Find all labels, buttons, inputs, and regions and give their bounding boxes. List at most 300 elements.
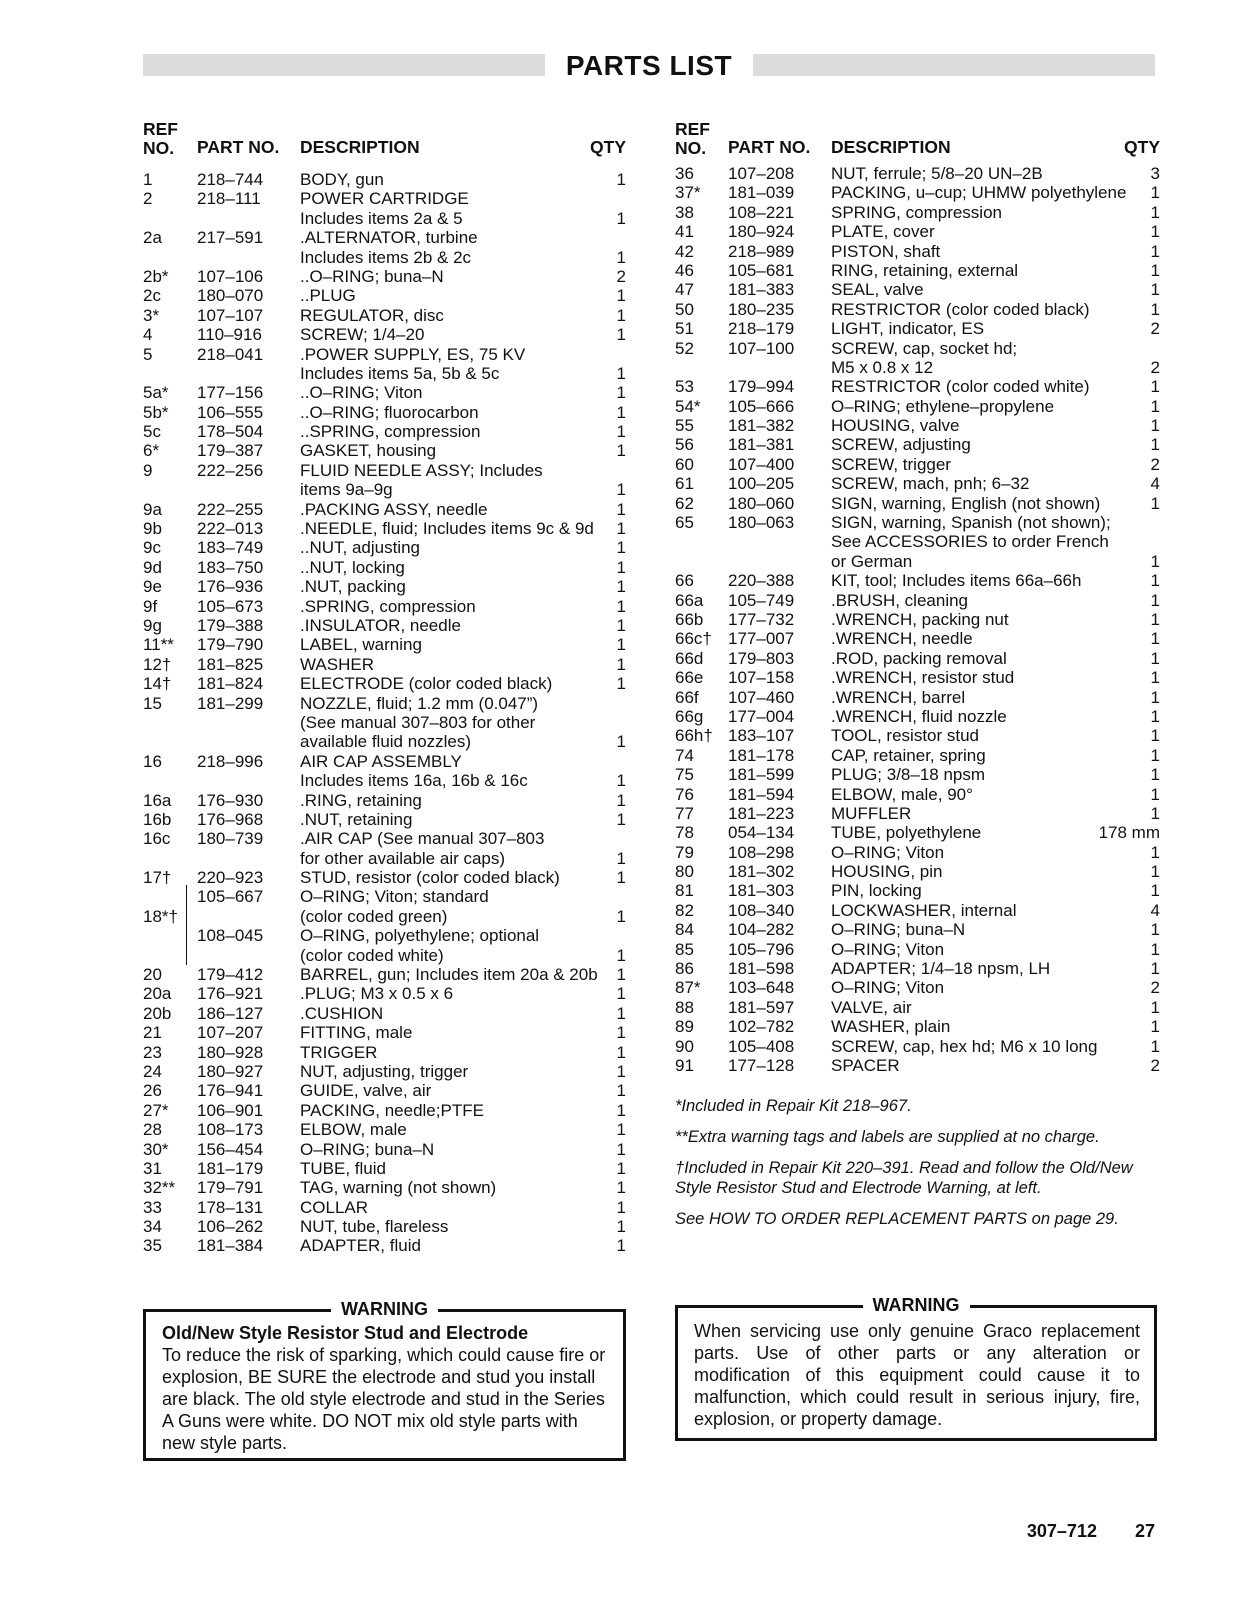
table-row <box>143 1236 626 1255</box>
description-cell: SPACER <box>831 1055 900 1075</box>
part-number-cell: 220–388 <box>728 571 795 591</box>
header-desc: DESCRIPTION <box>831 137 951 157</box>
ref-cell: 17† <box>143 868 172 888</box>
part-number-cell: 177–004 <box>728 706 795 726</box>
qty-cell: 1 <box>616 1100 626 1120</box>
qty-cell: 1 <box>616 965 626 985</box>
table-row <box>143 325 626 344</box>
table-row <box>675 688 1160 707</box>
warning-heading: Old/New Style Resistor Stud and Electrode <box>162 1323 529 1343</box>
table-row <box>675 571 1160 590</box>
ref-cell: 66e <box>675 668 704 688</box>
qty-cell: 1 <box>1150 280 1160 300</box>
qty-cell: 1 <box>1150 881 1160 901</box>
ref-cell: 66a <box>675 590 704 610</box>
footnote: See HOW TO ORDER REPLACEMENT PARTS on page 29. <box>675 1210 1119 1228</box>
description-cell: O–RING; buna–N <box>300 1139 435 1159</box>
part-number-cell: 177–732 <box>728 609 795 629</box>
qty-cell: 2 <box>1150 1055 1160 1075</box>
ref-cell: 42 <box>675 241 694 261</box>
description-cell: .NUT, retaining <box>300 809 413 829</box>
description-cell: RESTRICTOR (color coded black) <box>831 299 1090 319</box>
qty-cell: 1 <box>1150 726 1160 746</box>
qty-cell: 1 <box>1150 648 1160 668</box>
part-number-cell: 218–744 <box>197 170 264 189</box>
qty-cell: 1 <box>616 1120 626 1140</box>
ref-cell: 16b <box>143 809 172 829</box>
part-number-cell: 177–128 <box>728 1055 795 1075</box>
description-cell: NUT, tube, flareless <box>300 1217 449 1237</box>
page-title: PARTS LIST <box>545 48 753 84</box>
table-row <box>143 752 626 771</box>
part-number-cell: 180–924 <box>728 222 795 242</box>
table-row <box>143 480 626 499</box>
description-cell: SCREW, adjusting <box>831 435 971 455</box>
part-number-cell: 105–666 <box>728 396 795 416</box>
table-row <box>143 1198 626 1217</box>
table-header <box>675 114 1160 164</box>
part-number-cell: 183–750 <box>197 557 264 577</box>
table-row <box>143 926 626 945</box>
part-number-cell: 108–298 <box>728 842 795 862</box>
qty-cell: 1 <box>1150 842 1160 862</box>
qty-cell: 1 <box>616 519 626 539</box>
page-number: 27 <box>1134 1521 1155 1541</box>
table-row <box>675 591 1160 610</box>
table-row <box>675 494 1160 513</box>
description-cell: .BRUSH, cleaning <box>831 590 969 610</box>
ref-cell: 65 <box>675 513 694 533</box>
part-number-cell: 107–208 <box>728 164 795 183</box>
ref-cell: 15 <box>143 693 162 713</box>
ref-cell: 9f <box>143 596 158 616</box>
qty-cell: 1 <box>616 1023 626 1043</box>
qty-cell: 1 <box>1150 377 1160 397</box>
ref-cell: 16c <box>143 829 171 849</box>
qty-cell: 1 <box>616 1081 626 1101</box>
table-row <box>675 552 1160 571</box>
qty-cell: 1 <box>1150 416 1160 436</box>
ref-cell: 76 <box>675 784 694 804</box>
part-number-cell: 110–916 <box>197 325 262 345</box>
description-cell: SIGN, warning, Spanish (not shown); <box>831 513 1111 533</box>
qty-cell: 178 mm <box>1098 823 1160 843</box>
description-cell: HOUSING, valve <box>831 416 960 436</box>
part-number-cell: 181–223 <box>728 803 795 823</box>
description-cell: BARREL, gun; Includes item 20a & 20b <box>300 965 598 985</box>
part-number-cell: 181–039 <box>728 183 795 203</box>
qty-cell: 1 <box>616 906 626 926</box>
ref-cell: 90 <box>675 1036 694 1056</box>
qty-cell: 1 <box>1150 299 1160 319</box>
ref-cell: 80 <box>675 862 694 882</box>
table-row <box>143 538 626 557</box>
qty-cell: 1 <box>1150 997 1160 1017</box>
ref-cell: 78 <box>675 823 694 843</box>
part-number-cell: 176–941 <box>197 1081 264 1101</box>
part-number-cell: 108–340 <box>728 900 795 920</box>
qty-cell: 1 <box>1150 551 1160 571</box>
description-cell: Includes items 16a, 16b & 16c <box>300 771 528 791</box>
description-cell: O–RING; Viton <box>831 978 945 998</box>
part-number-cell: 180–060 <box>728 493 795 513</box>
description-cell: SPRING, compression <box>831 202 1002 222</box>
table-row <box>143 597 626 616</box>
description-cell: O–RING, polyethylene; optional <box>300 926 540 946</box>
table-row <box>143 1081 626 1100</box>
qty-cell: 1 <box>616 596 626 616</box>
description-cell: .RING, retaining <box>300 790 422 810</box>
description-cell: available fluid nozzles) <box>300 732 472 752</box>
table-row <box>143 345 626 364</box>
description-cell: ..NUT, adjusting <box>300 538 420 558</box>
ref-cell: 5 <box>143 344 153 364</box>
part-number-cell: 180–070 <box>197 286 264 306</box>
part-number-cell: 181–384 <box>197 1236 264 1256</box>
table-row <box>675 668 1160 687</box>
table-row <box>143 1062 626 1081</box>
ref-cell: 2b* <box>143 266 169 286</box>
part-number-cell: 179–387 <box>197 441 264 461</box>
description-cell: SCREW, mach, pnh; 6–32 <box>831 474 1030 494</box>
table-row <box>675 707 1160 726</box>
description-cell: TAG, warning (not shown) <box>300 1178 497 1198</box>
table-row <box>675 339 1160 358</box>
table-row <box>143 189 626 208</box>
table-row <box>675 843 1160 862</box>
description-cell: WASHER, plain <box>831 1017 951 1037</box>
part-number-cell: 180–739 <box>197 829 264 849</box>
ref-cell: 4 <box>143 325 153 345</box>
qty-cell: 1 <box>616 1139 626 1159</box>
description-cell: TUBE, fluid <box>300 1158 386 1178</box>
description-cell: M5 x 0.8 x 12 <box>831 357 934 377</box>
table-row <box>675 300 1160 319</box>
table-row <box>675 377 1160 396</box>
table-row <box>675 455 1160 474</box>
ref-cell: 32** <box>143 1178 176 1198</box>
table-row <box>675 164 1160 183</box>
ref-cell: 9d <box>143 557 162 577</box>
part-number-cell: 178–131 <box>197 1197 264 1217</box>
header-desc: DESCRIPTION <box>300 137 420 157</box>
qty-cell: 1 <box>616 615 626 635</box>
part-number-cell: 108–221 <box>728 202 795 222</box>
description-cell: See ACCESSORIES to order French <box>831 532 1109 552</box>
description-cell: ..O–RING; fluorocarbon <box>300 402 479 422</box>
part-number-cell: 222–255 <box>197 499 264 519</box>
description-cell: SIGN, warning, English (not shown) <box>831 493 1101 513</box>
table-row <box>675 978 1160 997</box>
warning-text: When servicing use only genuine Graco replacement parts. Use of other parts or any alteration or modification of this equipment could cause it to malfunction, which could result in serious injury, fire, explosion, or property damage. <box>694 1321 1140 1429</box>
qty-cell: 1 <box>616 247 626 267</box>
qty-cell: 2 <box>1150 319 1160 339</box>
part-number-cell: 108–045 <box>197 926 264 946</box>
table-row <box>675 823 1160 842</box>
description-cell: TOOL, resistor stud <box>831 726 980 746</box>
description-cell: .SPRING, compression <box>300 596 476 616</box>
part-number-cell: 181–303 <box>728 881 795 901</box>
part-number-cell: 181–599 <box>728 765 795 785</box>
description-cell: STUD, resistor (color coded black) <box>300 868 560 888</box>
ref-cell: 6* <box>143 441 160 461</box>
part-number-cell: 107–400 <box>728 454 795 474</box>
table-row <box>143 1023 626 1042</box>
table-row <box>675 513 1160 532</box>
part-number-cell: 179–803 <box>728 648 795 668</box>
description-cell: for other available air caps) <box>300 848 506 868</box>
part-number-cell: 179–388 <box>197 615 264 635</box>
table-row <box>675 785 1160 804</box>
part-number-cell: 103–648 <box>728 978 795 998</box>
description-cell: O–RING; Viton <box>831 939 945 959</box>
qty-cell: 1 <box>1150 260 1160 280</box>
ref-cell: 24 <box>143 1061 162 1081</box>
table-row <box>143 1101 626 1120</box>
part-number-cell: 107–107 <box>197 305 264 325</box>
part-number-cell: 105–667 <box>197 887 264 907</box>
description-cell: NUT, ferrule; 5/8–20 UN–2B <box>831 164 1043 183</box>
description-cell: NOZZLE, fluid; 1.2 mm (0.047”) <box>300 693 539 713</box>
ref-cell: 9e <box>143 577 162 597</box>
description-cell: .PACKING ASSY, needle <box>300 499 488 519</box>
table-row <box>675 261 1160 280</box>
table-row <box>675 319 1160 338</box>
table-row <box>675 881 1160 900</box>
table-row <box>143 616 626 635</box>
description-cell: WASHER <box>300 654 374 674</box>
table-row <box>675 203 1160 222</box>
qty-cell: 1 <box>1150 862 1160 882</box>
table-body <box>675 164 1160 1075</box>
ref-cell: 66d <box>675 648 704 668</box>
parts-table-left <box>143 114 626 1256</box>
table-row <box>143 791 626 810</box>
header-ref: REF NO. <box>675 119 710 158</box>
description-cell: PISTON, shaft <box>831 241 941 261</box>
ref-cell: 53 <box>675 377 694 397</box>
table-row <box>675 242 1160 261</box>
header-ref: REF NO. <box>143 119 178 158</box>
table-row <box>143 364 626 383</box>
qty-cell: 1 <box>616 945 626 965</box>
ref-cell: 30* <box>143 1139 169 1159</box>
description-cell: ADAPTER, fluid <box>300 1236 421 1256</box>
table-row <box>143 868 626 887</box>
table-row <box>143 286 626 305</box>
description-cell: GUIDE, valve, air <box>300 1081 432 1101</box>
part-number-cell: 181–381 <box>728 435 795 455</box>
description-cell: HOUSING, pin <box>831 862 943 882</box>
description-cell: .WRENCH, packing nut <box>831 609 1009 629</box>
ref-cell: 23 <box>143 1042 162 1062</box>
table-row <box>675 416 1160 435</box>
description-cell: TUBE, polyethylene <box>831 823 982 843</box>
table-row <box>675 397 1160 416</box>
ref-cell: 16 <box>143 751 162 771</box>
part-number-cell: 105–681 <box>728 260 795 280</box>
qty-cell: 1 <box>616 1003 626 1023</box>
description-cell: O–RING; ethylene–propylene <box>831 396 1055 416</box>
ref-cell: 51 <box>675 319 694 339</box>
qty-cell: 1 <box>616 1217 626 1237</box>
ref-cell: 62 <box>675 493 694 513</box>
ref-cell: 85 <box>675 939 694 959</box>
part-number-cell: 179–412 <box>197 965 264 985</box>
part-number-cell: 181–302 <box>728 862 795 882</box>
qty-cell: 3 <box>1150 164 1160 183</box>
part-number-cell: 107–100 <box>728 338 795 358</box>
warning-label: WARNING <box>863 1295 970 1315</box>
part-number-cell: 105–749 <box>728 590 795 610</box>
description-cell: ..O–RING; buna–N <box>300 266 444 286</box>
qty-cell: 1 <box>616 674 626 694</box>
footnote: **Extra warning tags and labels are supplied at no charge. <box>675 1128 1100 1146</box>
ref-cell: 75 <box>675 765 694 785</box>
part-number-cell: 107–460 <box>728 687 795 707</box>
table-row <box>675 474 1160 493</box>
table-row <box>675 532 1160 551</box>
description-cell: LOCKWASHER, internal <box>831 900 1017 920</box>
description-cell: MUFFLER <box>831 803 912 823</box>
qty-cell: 1 <box>616 363 626 383</box>
table-row <box>675 726 1160 745</box>
qty-cell: 1 <box>616 868 626 888</box>
part-number-cell: 102–782 <box>728 1017 795 1037</box>
part-number-cell: 180–927 <box>197 1061 264 1081</box>
qty-cell: 1 <box>1150 745 1160 765</box>
ref-cell: 9b <box>143 519 162 539</box>
ref-cell: 84 <box>675 920 694 940</box>
ref-cell: 9c <box>143 538 161 558</box>
table-row <box>675 610 1160 629</box>
table-row <box>675 649 1160 668</box>
description-cell: O–RING; buna–N <box>831 920 966 940</box>
description-cell: ..O–RING; Viton <box>300 383 423 403</box>
part-number-cell: 181–382 <box>728 416 795 436</box>
description-cell: SCREW, cap, hex hd; M6 x 10 long <box>831 1036 1098 1056</box>
table-row <box>143 1120 626 1139</box>
ref-cell: 47 <box>675 280 694 300</box>
ref-cell: 9 <box>143 460 153 480</box>
table-row <box>143 577 626 596</box>
part-number-cell: 179–791 <box>197 1178 264 1198</box>
qty-cell: 1 <box>616 635 626 655</box>
table-row <box>675 804 1160 823</box>
table-row <box>143 984 626 1003</box>
ref-cell: 66c† <box>675 629 712 649</box>
header-part: PART NO. <box>197 137 280 157</box>
part-number-cell: 106–262 <box>197 1217 264 1237</box>
description-cell: LIGHT, indicator, ES <box>831 319 985 339</box>
qty-cell: 1 <box>616 305 626 325</box>
description-cell: COLLAR <box>300 1197 369 1217</box>
qty-cell: 1 <box>1150 939 1160 959</box>
part-number-cell: 183–749 <box>197 538 264 558</box>
page-footer <box>1027 1521 1155 1542</box>
qty-cell: 1 <box>616 402 626 422</box>
part-number-cell: 180–928 <box>197 1042 264 1062</box>
description-cell: .CUSHION <box>300 1003 384 1023</box>
warning-box-resistor <box>143 1299 626 1461</box>
part-number-cell: 178–504 <box>197 422 264 442</box>
table-row <box>143 946 626 965</box>
table-row <box>143 170 626 189</box>
ref-cell: 79 <box>675 842 694 862</box>
qty-cell: 1 <box>1150 629 1160 649</box>
description-cell: .NUT, packing <box>300 577 406 597</box>
description-cell: .AIR CAP (See manual 307–803 <box>300 829 545 849</box>
description-cell: Includes items 2b & 2c <box>300 247 472 267</box>
part-number-cell: 105–408 <box>728 1036 795 1056</box>
qty-cell: 1 <box>1150 435 1160 455</box>
qty-cell: 1 <box>616 1061 626 1081</box>
part-number-cell: 181–299 <box>197 693 264 713</box>
description-cell: LABEL, warning <box>300 635 422 655</box>
part-number-cell: 222–013 <box>197 519 264 539</box>
warning-box-parts <box>675 1295 1157 1441</box>
description-cell: ..PLUG <box>300 286 356 306</box>
table-row <box>143 500 626 519</box>
qty-cell: 1 <box>616 422 626 442</box>
ref-cell: 33 <box>143 1197 162 1217</box>
description-cell: PACKING, u–cup; UHMW polyethylene <box>831 183 1127 203</box>
description-cell: PLUG; 3/8–18 npsm <box>831 765 986 785</box>
table-row <box>143 558 626 577</box>
qty-cell: 1 <box>616 383 626 403</box>
table-row <box>143 228 626 247</box>
qty-cell: 1 <box>616 499 626 519</box>
ref-cell: 86 <box>675 959 694 979</box>
ref-cell: 46 <box>675 260 694 280</box>
table-row <box>675 959 1160 978</box>
description-cell: SCREW, cap, socket hd; <box>831 338 1018 358</box>
qty-cell: 1 <box>1150 803 1160 823</box>
table-row <box>675 629 1160 648</box>
description-cell: (See manual 307–803 for other <box>300 712 536 732</box>
table-row <box>143 694 626 713</box>
qty-cell: 1 <box>616 809 626 829</box>
ref-cell: 61 <box>675 474 694 494</box>
part-number-cell: 100–205 <box>728 474 795 494</box>
ref-cell: 55 <box>675 416 694 436</box>
table-row <box>143 965 626 984</box>
ref-cell: 60 <box>675 454 694 474</box>
ref-cell: 77 <box>675 803 694 823</box>
ref-cell: 91 <box>675 1055 694 1075</box>
ref-cell: 34 <box>143 1217 162 1237</box>
part-number-cell: 177–007 <box>728 629 795 649</box>
qty-cell: 2 <box>1150 454 1160 474</box>
part-number-cell: 218–996 <box>197 751 264 771</box>
table-row <box>143 519 626 538</box>
description-cell: ADAPTER; 1/4–18 npsm, LH <box>831 959 1051 979</box>
ref-cell: 5c <box>143 422 161 442</box>
part-number-cell: 181–824 <box>197 674 264 694</box>
qty-cell: 1 <box>1150 668 1160 688</box>
part-number-cell: 218–989 <box>728 241 795 261</box>
ref-cell: 12† <box>143 654 172 674</box>
description-cell: .ALTERNATOR, turbine <box>300 228 478 248</box>
qty-cell: 1 <box>616 984 626 1004</box>
ref-cell: 66g <box>675 706 704 726</box>
part-number-cell: 181–597 <box>728 997 795 1017</box>
qty-cell: 1 <box>1150 396 1160 416</box>
footnote: †Included in Repair Kit 220–391. Read and follow the Old/New Style Resistor Stud and Electrode Warning, at left. <box>675 1159 1133 1197</box>
description-cell: .WRENCH, resistor stud <box>831 668 1015 688</box>
part-number-cell: 104–282 <box>728 920 795 940</box>
bracket-18 <box>186 885 187 965</box>
